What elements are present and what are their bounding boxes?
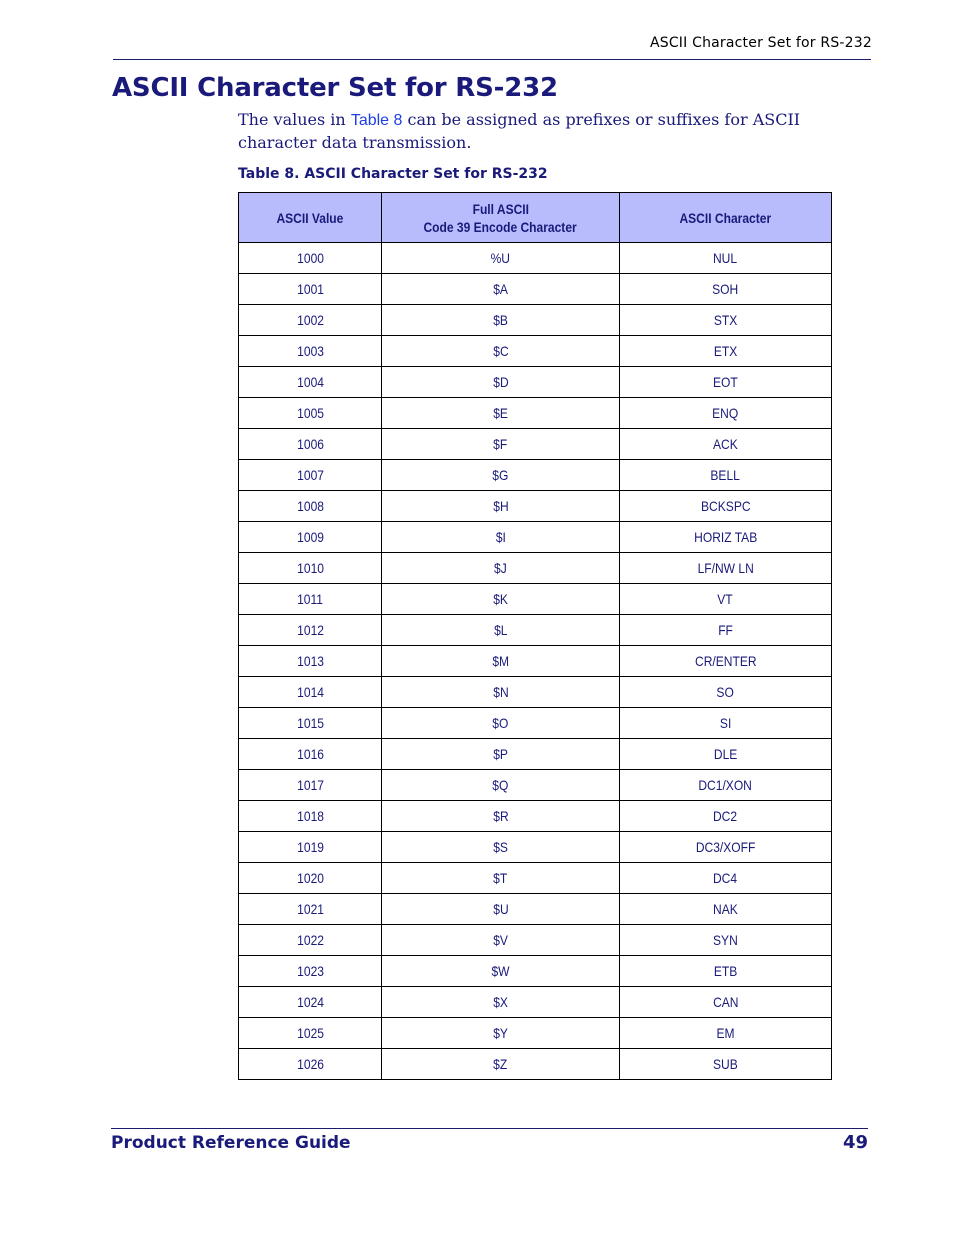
cell-code39-encode — [382, 1018, 619, 1049]
cell-ascii-character-text: DLE — [713, 746, 738, 762]
cell-code39-encode — [382, 770, 619, 801]
table-row — [239, 336, 832, 367]
cell-ascii-value — [239, 243, 382, 274]
cell-code39-encode-text: $X — [493, 994, 508, 1010]
cell-ascii-value — [239, 1049, 382, 1080]
cell-ascii-value-text: 1024 — [296, 994, 324, 1010]
cell-ascii-value — [239, 1018, 382, 1049]
cell-ascii-character-text: BCKSPC — [700, 498, 751, 514]
cell-ascii-character — [619, 1049, 831, 1080]
cell-ascii-value — [239, 801, 382, 832]
cell-code39-encode-text: $P — [493, 746, 508, 762]
cell-ascii-character — [619, 336, 831, 367]
table-row — [239, 460, 832, 491]
table-8-link[interactable]: Table 8 — [350, 112, 403, 129]
cell-code39-encode-text: $G — [492, 467, 509, 483]
cell-ascii-character — [619, 398, 831, 429]
cell-ascii-value — [239, 646, 382, 677]
table-row — [239, 1049, 832, 1080]
cell-ascii-character-text: EOT — [712, 374, 738, 390]
cell-ascii-character-text: ETB — [713, 963, 738, 979]
cell-code39-encode-text: $K — [493, 591, 508, 607]
cell-code39-encode-text: $L — [493, 622, 508, 638]
table-row — [239, 894, 832, 925]
cell-code39-encode-text: $W — [491, 963, 510, 979]
cell-ascii-value-text: 1023 — [296, 963, 324, 979]
footer-guide-title: Product Reference Guide — [111, 1133, 351, 1153]
cell-ascii-character — [619, 367, 831, 398]
header-ascii-character-label: ASCII Character — [679, 209, 772, 226]
header-ascii-character — [619, 193, 831, 243]
cell-ascii-character-text: HORIZ TAB — [693, 529, 757, 545]
cell-ascii-value-text: 1017 — [296, 777, 324, 793]
cell-code39-encode-text: $Z — [493, 1056, 508, 1072]
cell-code39-encode — [382, 801, 619, 832]
cell-ascii-character — [619, 770, 831, 801]
table-row — [239, 522, 832, 553]
cell-ascii-character — [619, 956, 831, 987]
cell-ascii-value — [239, 832, 382, 863]
cell-ascii-character-text: ACK — [712, 436, 738, 452]
cell-code39-encode-text: $V — [493, 932, 508, 948]
table-row — [239, 801, 832, 832]
header-rule — [113, 59, 871, 60]
cell-code39-encode — [382, 398, 619, 429]
cell-ascii-value — [239, 615, 382, 646]
cell-code39-encode-text: $B — [493, 312, 508, 328]
cell-code39-encode-text: $O — [492, 715, 509, 731]
table-row — [239, 987, 832, 1018]
cell-ascii-value — [239, 522, 382, 553]
cell-code39-encode — [382, 584, 619, 615]
table-body — [239, 243, 832, 1080]
cell-ascii-value-text: 1015 — [296, 715, 324, 731]
cell-ascii-character — [619, 460, 831, 491]
cell-ascii-value-text: 1026 — [296, 1056, 324, 1072]
cell-ascii-value-text: 1016 — [296, 746, 324, 762]
cell-ascii-character — [619, 925, 831, 956]
cell-ascii-character — [619, 491, 831, 522]
cell-ascii-character-text: DC1/XON — [698, 777, 753, 793]
cell-ascii-value-text: 1000 — [296, 250, 324, 266]
intro-text-after: can be assigned as prefixes or suffixes for ASCII character data transmission. — [238, 110, 801, 152]
cell-ascii-value-text: 1022 — [296, 932, 324, 948]
table-row — [239, 398, 832, 429]
cell-ascii-value — [239, 367, 382, 398]
cell-ascii-character-text: VT — [717, 591, 734, 607]
cell-ascii-value-text: 1018 — [296, 808, 324, 824]
cell-code39-encode-text: $H — [492, 498, 509, 514]
cell-code39-encode — [382, 863, 619, 894]
cell-ascii-value-text: 1006 — [296, 436, 324, 452]
cell-ascii-character-text: DC2 — [713, 808, 738, 824]
cell-ascii-value-text: 1025 — [296, 1025, 324, 1041]
cell-ascii-character-text: DC4 — [713, 870, 738, 886]
table-row — [239, 305, 832, 336]
cell-ascii-character-text: SOH — [712, 281, 739, 297]
table-row — [239, 491, 832, 522]
cell-ascii-value — [239, 770, 382, 801]
cell-code39-encode — [382, 429, 619, 460]
cell-code39-encode — [382, 460, 619, 491]
cell-code39-encode — [382, 553, 619, 584]
cell-code39-encode — [382, 615, 619, 646]
cell-ascii-value — [239, 677, 382, 708]
cell-ascii-value — [239, 398, 382, 429]
cell-ascii-value-text: 1012 — [296, 622, 324, 638]
cell-ascii-character — [619, 274, 831, 305]
cell-code39-encode-text: $R — [492, 808, 509, 824]
cell-ascii-character-text: DC3/XOFF — [695, 839, 756, 855]
cell-ascii-character-text: CAN — [712, 994, 739, 1010]
header-code39-line1: Full ASCII — [472, 200, 529, 217]
cell-ascii-value-text: 1003 — [296, 343, 324, 359]
cell-ascii-value-text: 1020 — [296, 870, 324, 886]
cell-code39-encode-text: $I — [495, 529, 506, 545]
cell-code39-encode-text: $U — [492, 901, 509, 917]
cell-ascii-value-text: 1004 — [296, 374, 324, 390]
cell-ascii-character-text: SO — [716, 684, 735, 700]
cell-code39-encode-text: $C — [492, 343, 509, 359]
cell-code39-encode-text: $J — [494, 560, 507, 576]
cell-code39-encode — [382, 243, 619, 274]
cell-ascii-character — [619, 832, 831, 863]
cell-ascii-character-text: ETX — [713, 343, 738, 359]
cell-ascii-value — [239, 460, 382, 491]
cell-ascii-value-text: 1007 — [296, 467, 324, 483]
intro-text-before: The values in — [238, 110, 351, 129]
table-row — [239, 677, 832, 708]
cell-ascii-value — [239, 584, 382, 615]
table-row — [239, 1018, 832, 1049]
cell-code39-encode — [382, 491, 619, 522]
footer-page-number: 49 — [842, 1132, 868, 1153]
cell-ascii-value — [239, 429, 382, 460]
cell-ascii-character-text: LF/NW LN — [697, 560, 754, 576]
cell-ascii-value-text: 1008 — [296, 498, 324, 514]
cell-code39-encode-text: $Q — [492, 777, 509, 793]
cell-ascii-character-text: SYN — [712, 932, 738, 948]
table-row — [239, 708, 832, 739]
intro-paragraph — [238, 109, 863, 154]
cell-code39-encode-text: $N — [492, 684, 509, 700]
cell-ascii-character — [619, 646, 831, 677]
cell-ascii-value — [239, 708, 382, 739]
table-row — [239, 584, 832, 615]
cell-ascii-character — [619, 894, 831, 925]
cell-ascii-value-text: 1010 — [296, 560, 324, 576]
cell-ascii-character — [619, 708, 831, 739]
cell-code39-encode — [382, 522, 619, 553]
cell-code39-encode-text: $F — [493, 436, 508, 452]
running-header: ASCII Character Set for RS-232 — [649, 35, 872, 51]
cell-code39-encode-text: $E — [493, 405, 508, 421]
cell-code39-encode — [382, 274, 619, 305]
header-code39-line2: Code 39 Encode Character — [423, 218, 578, 235]
cell-ascii-character — [619, 987, 831, 1018]
cell-ascii-character — [619, 677, 831, 708]
cell-ascii-character — [619, 584, 831, 615]
cell-ascii-character — [619, 739, 831, 770]
cell-ascii-character-text: CR/ENTER — [694, 653, 757, 669]
cell-ascii-value-text: 1001 — [296, 281, 324, 297]
table-row — [239, 739, 832, 770]
table-row — [239, 367, 832, 398]
cell-code39-encode — [382, 367, 619, 398]
cell-ascii-character — [619, 522, 831, 553]
table-row — [239, 553, 832, 584]
cell-ascii-character-text: STX — [713, 312, 738, 328]
cell-code39-encode — [382, 677, 619, 708]
cell-code39-encode-text: $D — [492, 374, 509, 390]
cell-ascii-value — [239, 925, 382, 956]
cell-ascii-value — [239, 956, 382, 987]
cell-ascii-value — [239, 553, 382, 584]
cell-code39-encode-text: $Y — [493, 1025, 508, 1041]
cell-code39-encode — [382, 987, 619, 1018]
cell-ascii-character — [619, 1018, 831, 1049]
table-row — [239, 646, 832, 677]
cell-ascii-value-text: 1011 — [297, 591, 324, 607]
cell-ascii-value-text: 1021 — [296, 901, 324, 917]
cell-ascii-value-text: 1005 — [296, 405, 324, 421]
header-ascii-value-label: ASCII Value — [276, 209, 344, 226]
cell-code39-encode — [382, 336, 619, 367]
table-row — [239, 770, 832, 801]
cell-code39-encode — [382, 1049, 619, 1080]
table-row — [239, 832, 832, 863]
table-row — [239, 274, 832, 305]
page-title: ASCII Character Set for RS-232 — [112, 73, 558, 103]
table-row — [239, 863, 832, 894]
cell-ascii-character — [619, 553, 831, 584]
cell-code39-encode — [382, 925, 619, 956]
cell-ascii-character — [619, 863, 831, 894]
cell-ascii-value — [239, 987, 382, 1018]
cell-ascii-character-text: ENQ — [712, 405, 739, 421]
table-caption: Table 8. ASCII Character Set for RS-232 — [238, 166, 548, 182]
cell-ascii-character-text: SI — [719, 715, 732, 731]
cell-code39-encode-text: $M — [492, 653, 509, 669]
cell-ascii-value-text: 1019 — [296, 839, 324, 855]
cell-code39-encode — [382, 894, 619, 925]
cell-ascii-value — [239, 336, 382, 367]
table-header-row — [239, 193, 832, 243]
cell-ascii-character — [619, 305, 831, 336]
cell-ascii-value — [239, 739, 382, 770]
header-code39-encode — [382, 193, 619, 243]
cell-ascii-character-text: BELL — [710, 467, 741, 483]
cell-ascii-character — [619, 615, 831, 646]
cell-ascii-character-text: FF — [717, 622, 733, 638]
table-row — [239, 243, 832, 274]
cell-ascii-value — [239, 863, 382, 894]
cell-ascii-value — [239, 894, 382, 925]
cell-ascii-character-text: EM — [716, 1025, 735, 1041]
cell-ascii-value-text: 1002 — [296, 312, 324, 328]
table-row — [239, 429, 832, 460]
cell-ascii-character — [619, 243, 831, 274]
cell-code39-encode-text: %U — [490, 250, 511, 266]
cell-ascii-value — [239, 305, 382, 336]
cell-code39-encode — [382, 956, 619, 987]
cell-code39-encode — [382, 708, 619, 739]
cell-ascii-character-text: SUB — [712, 1056, 738, 1072]
table-row — [239, 615, 832, 646]
cell-code39-encode-text: $A — [493, 281, 508, 297]
cell-ascii-value-text: 1014 — [296, 684, 324, 700]
table-row — [239, 956, 832, 987]
cell-code39-encode-text: $T — [493, 870, 508, 886]
ascii-table — [238, 192, 832, 1080]
cell-ascii-value-text: 1013 — [296, 653, 324, 669]
footer-rule — [111, 1128, 868, 1129]
cell-ascii-character-text: NUL — [713, 250, 738, 266]
cell-ascii-value — [239, 491, 382, 522]
cell-ascii-value-text: 1009 — [296, 529, 324, 545]
cell-ascii-character-text: NAK — [712, 901, 738, 917]
cell-ascii-value — [239, 274, 382, 305]
cell-ascii-character — [619, 429, 831, 460]
cell-code39-encode-text: $S — [493, 839, 508, 855]
cell-code39-encode — [382, 739, 619, 770]
cell-code39-encode — [382, 646, 619, 677]
cell-ascii-character — [619, 801, 831, 832]
table-row — [239, 925, 832, 956]
cell-code39-encode — [382, 305, 619, 336]
header-ascii-value — [239, 193, 382, 243]
cell-code39-encode — [382, 832, 619, 863]
